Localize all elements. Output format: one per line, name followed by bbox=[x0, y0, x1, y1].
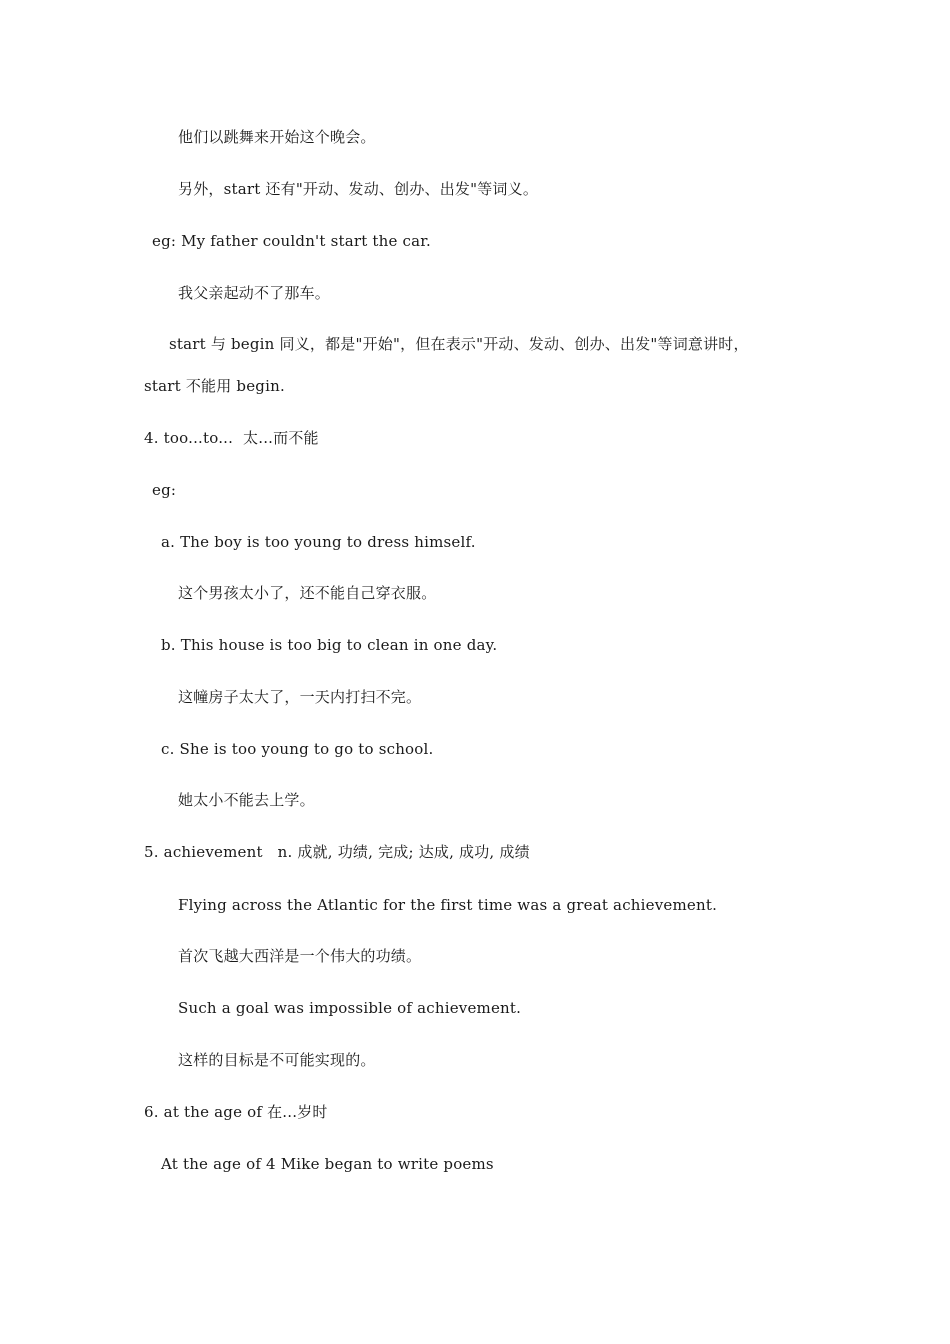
example-achievement-1-translation: 首次飞越大西洋是一个伟大的功绩。 bbox=[178, 947, 422, 965]
text-line-5: start 与 begin 同义，都是"开始"，但在表示"开动、发动、创办、出发"等词意讲时， bbox=[169, 335, 749, 353]
section-heading-5: 5. achievement n. 成就, 功绩, 完成; 达成, 成功, 成绩 bbox=[144, 843, 530, 861]
example-achievement-2-translation: 这样的目标是不可能实现的。 bbox=[178, 1051, 376, 1069]
text-line-1: 他们以跳舞来开始这个晚会。 bbox=[178, 128, 376, 146]
text-line-eg: eg: bbox=[152, 481, 177, 499]
example-a-translation: 这个男孩太小了，还不能自己穿衣服。 bbox=[178, 584, 437, 602]
text-line-6: start 不能用 begin. bbox=[144, 377, 285, 395]
section-heading-4: 4. too...to... 太...而不能 bbox=[144, 429, 319, 447]
text-line-3: eg: My father couldn't start the car. bbox=[152, 232, 431, 250]
example-c-translation: 她太小不能去上学。 bbox=[178, 791, 315, 809]
text-line-4: 我父亲起动不了那车。 bbox=[178, 284, 331, 302]
example-c: c. She is too young to go to school. bbox=[161, 740, 434, 758]
example-b: b. This house is too big to clean in one day. bbox=[161, 636, 498, 654]
example-achievement-1: Flying across the Atlantic for the first time was a great achievement. bbox=[178, 896, 718, 914]
text-line-2: 另外，start 还有"开动、发动、创办、出发"等词义。 bbox=[178, 180, 539, 198]
example-a: a. The boy is too young to dress himself. bbox=[161, 533, 476, 551]
example-achievement-2: Such a goal was impossible of achievement. bbox=[178, 999, 522, 1017]
section-heading-6: 6. at the age of 在...岁时 bbox=[144, 1103, 328, 1121]
example-b-translation: 这幢房子太大了，一天内打扫不完。 bbox=[178, 688, 422, 706]
example-age: At the age of 4 Mike began to write poems bbox=[161, 1155, 494, 1173]
